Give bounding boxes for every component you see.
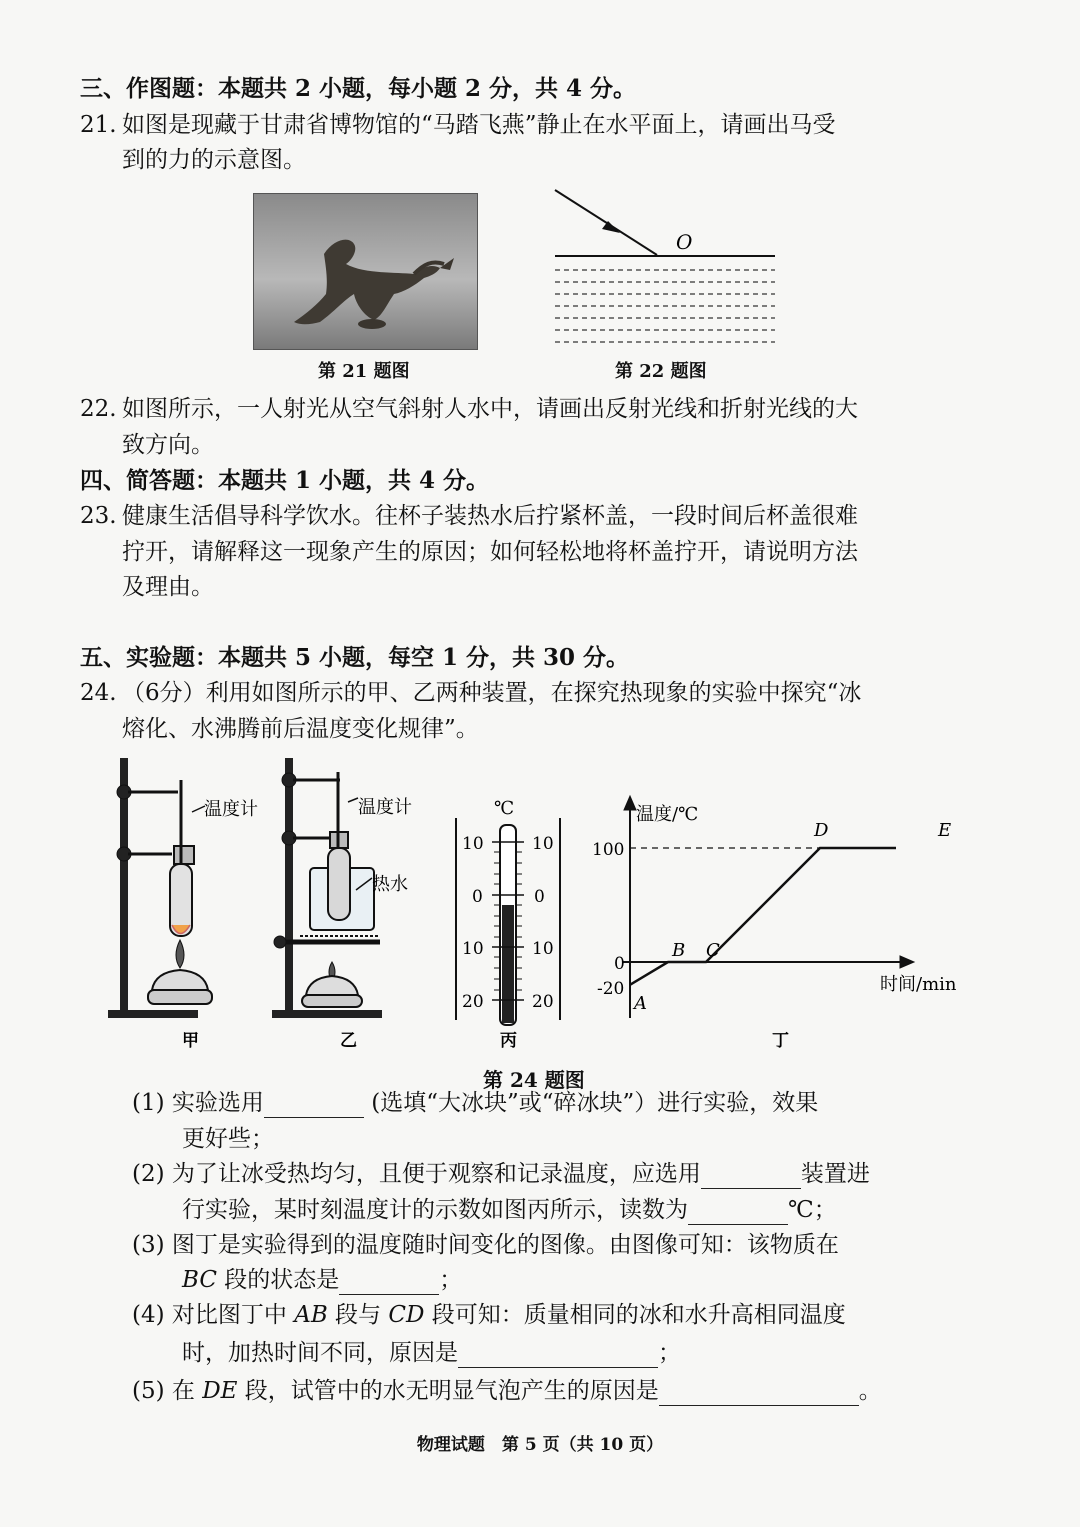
sub5-de-label: DE <box>202 1378 238 1404</box>
sub5-text-a2: 段，试管中的水无明显气泡产生的原因是 <box>237 1378 659 1404</box>
q24-sub3-row1 <box>132 1230 839 1260</box>
sub2-text-d: ℃； <box>788 1197 837 1223</box>
sub3-text-c: ； <box>439 1267 463 1293</box>
q24-sub1-row1 <box>132 1088 818 1118</box>
q21-line2: 到的力的示意图。 <box>122 147 306 173</box>
bing-right-tick-10: 10 <box>532 834 554 854</box>
sub2-answer-blank-2[interactable] <box>688 1198 788 1225</box>
ding-point-b: B <box>672 940 686 961</box>
bing-left-tick-10b: 10 <box>462 939 484 959</box>
sub1-num: (1) <box>132 1090 165 1116</box>
point-o-label: O <box>676 230 693 254</box>
section4-heading: 四、简答题：本题共 1 小题，共 4 分。 <box>80 467 490 494</box>
sub3-text-b: 段的状态是 <box>216 1267 340 1293</box>
ding-point-e: E <box>938 820 952 841</box>
sub4-cd-label: CD <box>388 1302 425 1328</box>
sub3-num: (3) <box>132 1232 165 1258</box>
sub2-answer-blank-1[interactable] <box>701 1162 801 1189</box>
ding-y-axis-label: 温度/℃ <box>636 804 699 825</box>
sub2-text-a: 为了让冰受热均匀，且便于观察和记录温度，应选用 <box>171 1161 701 1187</box>
sub4-text-a2: 段与 <box>327 1302 389 1328</box>
sub1-text-b: (选填“大冰块”或“碎冰块”）进行实验，效果 <box>371 1090 819 1116</box>
apparatus-jia <box>108 758 212 1018</box>
graph-ding-axes <box>622 796 914 1018</box>
q24-sub4-row2 <box>182 1338 681 1368</box>
fig24-caption: 第 24 题图 <box>483 1068 585 1092</box>
q21-line1: 如图是现藏于甘肃省博物馆的“马踏飞燕”静止在水平面上，请画出马受 <box>122 112 836 138</box>
yi-thermometer-label: 温度计 <box>358 797 412 818</box>
q22-line2: 致方向。 <box>122 432 214 458</box>
sub3-text-a: 图丁是实验得到的温度随时间变化的图像。由图像可知：该物质在 <box>171 1232 839 1258</box>
ding-point-d: D <box>814 820 829 841</box>
water-hatching <box>555 270 775 342</box>
q23-number: 23. <box>80 503 117 529</box>
q24-line1: （6分）利用如图所示的甲、乙两种装置，在探究热现象的实验中探究“冰 <box>122 680 862 706</box>
sub1-text-a: 实验选用 <box>171 1090 264 1116</box>
q24-line2: 熔化、水沸腾前后温度变化规律”。 <box>122 716 479 742</box>
sub1-answer-blank[interactable] <box>264 1091 364 1118</box>
yi-label: 乙 <box>340 1031 357 1051</box>
q21-number: 21. <box>80 112 117 138</box>
sub4-text-a1: 对比图丁中 <box>171 1302 295 1328</box>
sub4-num: (4) <box>132 1302 165 1328</box>
q23-line3: 及理由。 <box>122 574 214 600</box>
fig21-caption: 第 21 题图 <box>318 361 410 382</box>
q23-line1: 健康生活倡导科学饮水。往杯子装热水后拧紧杯盖，一段时间后杯盖很难 <box>122 503 858 529</box>
q24-number: 24. <box>80 680 117 706</box>
sub4-answer-blank[interactable] <box>458 1341 658 1368</box>
q24-sub2-row1 <box>132 1159 870 1189</box>
q24-sub2-row2 <box>182 1195 837 1225</box>
fig22-diagram <box>550 185 780 355</box>
sub5-text-c: 。 <box>858 1378 882 1404</box>
sub5-answer-blank[interactable] <box>659 1379 859 1406</box>
sub3-bc-label: BC <box>182 1267 217 1293</box>
yi-water-label: 热水 <box>372 874 408 895</box>
fig24-diagrams <box>100 750 980 1060</box>
bing-right-tick-20: 20 <box>532 992 554 1012</box>
ding-y-tick-0: 0 <box>614 954 625 974</box>
sub5-num: (5) <box>132 1378 165 1404</box>
sub2-text-b: 装置进 <box>800 1161 870 1187</box>
ding-temperature-series <box>630 848 896 985</box>
q22-line1: 如图所示，一人射光从空气斜射人水中，请画出反射光线和折射光线的大 <box>122 396 858 422</box>
sub4-text-a3: 段可知：质量相同的冰和水升高相同温度 <box>424 1302 846 1328</box>
section5-heading: 五、实验题：本题共 5 小题，每空 1 分，共 30 分。 <box>80 644 630 671</box>
ding-x-axis-label: 时间/min <box>880 974 957 995</box>
sub4-ab-label: AB <box>294 1302 328 1328</box>
fig22-caption: 第 22 题图 <box>615 361 707 382</box>
q22-number: 22. <box>80 396 117 422</box>
jia-thermometer-label: 温度计 <box>204 799 258 820</box>
bing-label: 丙 <box>500 1031 517 1051</box>
fig21-photo <box>253 193 478 350</box>
section3-heading: 三、作图题：本题共 2 小题，每小题 2 分，共 4 分。 <box>80 75 637 102</box>
bing-left-tick-10: 10 <box>462 834 484 854</box>
sub2-num: (2) <box>132 1161 165 1187</box>
ding-point-c: C <box>706 940 720 961</box>
bing-right-tick-0: 0 <box>534 887 545 907</box>
sub3-answer-blank[interactable] <box>339 1268 439 1295</box>
jia-label: 甲 <box>182 1031 199 1051</box>
bing-unit: ℃ <box>494 798 515 819</box>
q23-line2: 拧开，请解释这一现象产生的原因；如何轻松地将杯盖拧开，请说明方法 <box>122 539 858 565</box>
bing-left-tick-20: 20 <box>462 992 484 1012</box>
q24-sub5-row1 <box>132 1376 882 1406</box>
page-footer: 物理试题 第 5 页（共 10 页） <box>416 1435 664 1455</box>
incident-ray <box>555 190 657 255</box>
q24-sub3-row2 <box>182 1265 462 1295</box>
sub4-text-c: ； <box>658 1340 681 1366</box>
q24-sub4-row1 <box>132 1300 846 1330</box>
ding-y-tick-100: 100 <box>592 840 625 860</box>
sub4-text-b: 时，加热时间不同，原因是 <box>182 1340 458 1366</box>
sub1-text-c: 更好些； <box>182 1126 274 1152</box>
horse-statue-image <box>254 194 477 349</box>
sub5-text-a1: 在 <box>171 1378 203 1404</box>
ding-point-a: A <box>634 992 647 1014</box>
ding-label: 丁 <box>772 1031 789 1051</box>
sub2-text-c: 行实验，某时刻温度计的示数如图丙所示，读数为 <box>182 1197 688 1223</box>
bing-right-tick-10b: 10 <box>532 939 554 959</box>
ding-y-tick-neg20: -20 <box>597 979 625 999</box>
bing-left-tick-0: 0 <box>472 887 483 907</box>
